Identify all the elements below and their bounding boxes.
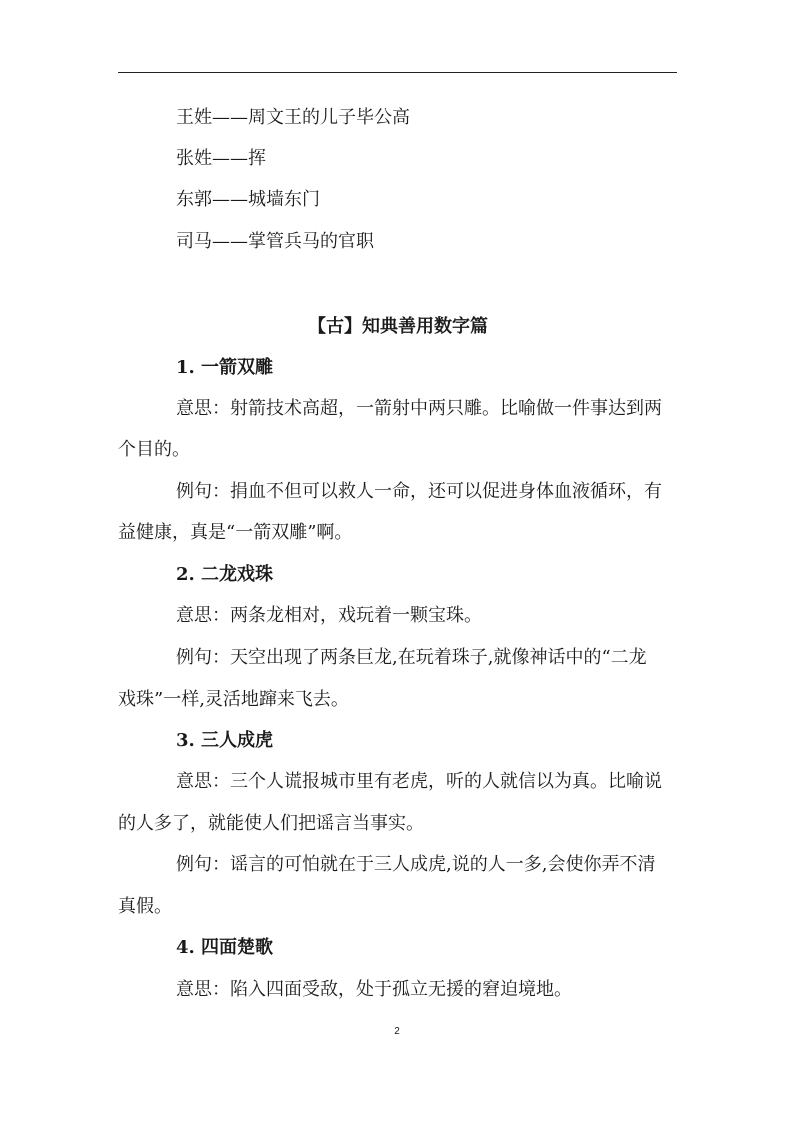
entry-heading: 1. 一箭双雕 — [176, 357, 274, 378]
entry-example-line: 例句：捐血不但可以救人一命，还可以促进身体血液循环，有 — [176, 481, 662, 502]
section-title: 【古】知典善用数字篇 — [308, 316, 488, 337]
surname-line: 张姓——挥 — [176, 148, 266, 169]
entry-meaning-line: 个目的。 — [118, 439, 190, 460]
entry-meaning-line: 意思：陷入四面受敌，处于孤立无援的窘迫境地。 — [176, 979, 572, 1000]
entry-example-line: 戏珠”一样,灵活地蹿来飞去。 — [118, 689, 349, 710]
entry-meaning-line: 意思：射箭技术高超，一箭射中两只雕。比喻做一件事达到两 — [176, 398, 662, 419]
surname-line: 东郭——城墙东门 — [176, 189, 320, 210]
surname-line: 王姓——周文王的儿子毕公高 — [176, 107, 410, 128]
entry-heading: 2. 二龙戏珠 — [176, 564, 274, 585]
entry-example-line: 益健康，真是“一箭双雕”啊。 — [118, 522, 353, 543]
entry-example-line: 真假。 — [118, 896, 172, 917]
header-rule — [118, 72, 677, 73]
surname-line: 司马——掌管兵马的官职 — [176, 231, 374, 252]
entry-meaning-line: 意思：三个人谎报城市里有老虎，听的人就信以为真。比喻说 — [176, 771, 662, 792]
page-number: 2 — [394, 1026, 400, 1037]
entry-example-line: 例句：天空出现了两条巨龙,在玩着珠子,就像神话中的“二龙 — [176, 647, 647, 668]
entry-meaning-line: 的人多了，就能使人们把谣言当事实。 — [118, 813, 424, 834]
entry-heading: 3. 三人成虎 — [176, 730, 274, 751]
entry-meaning-line: 意思：两条龙相对，戏玩着一颗宝珠。 — [176, 605, 482, 626]
entry-heading: 4. 四面楚歌 — [176, 937, 274, 958]
entry-example-line: 例句：谣言的可怕就在于三人成虎,说的人一多,会使你弄不清 — [176, 854, 656, 875]
